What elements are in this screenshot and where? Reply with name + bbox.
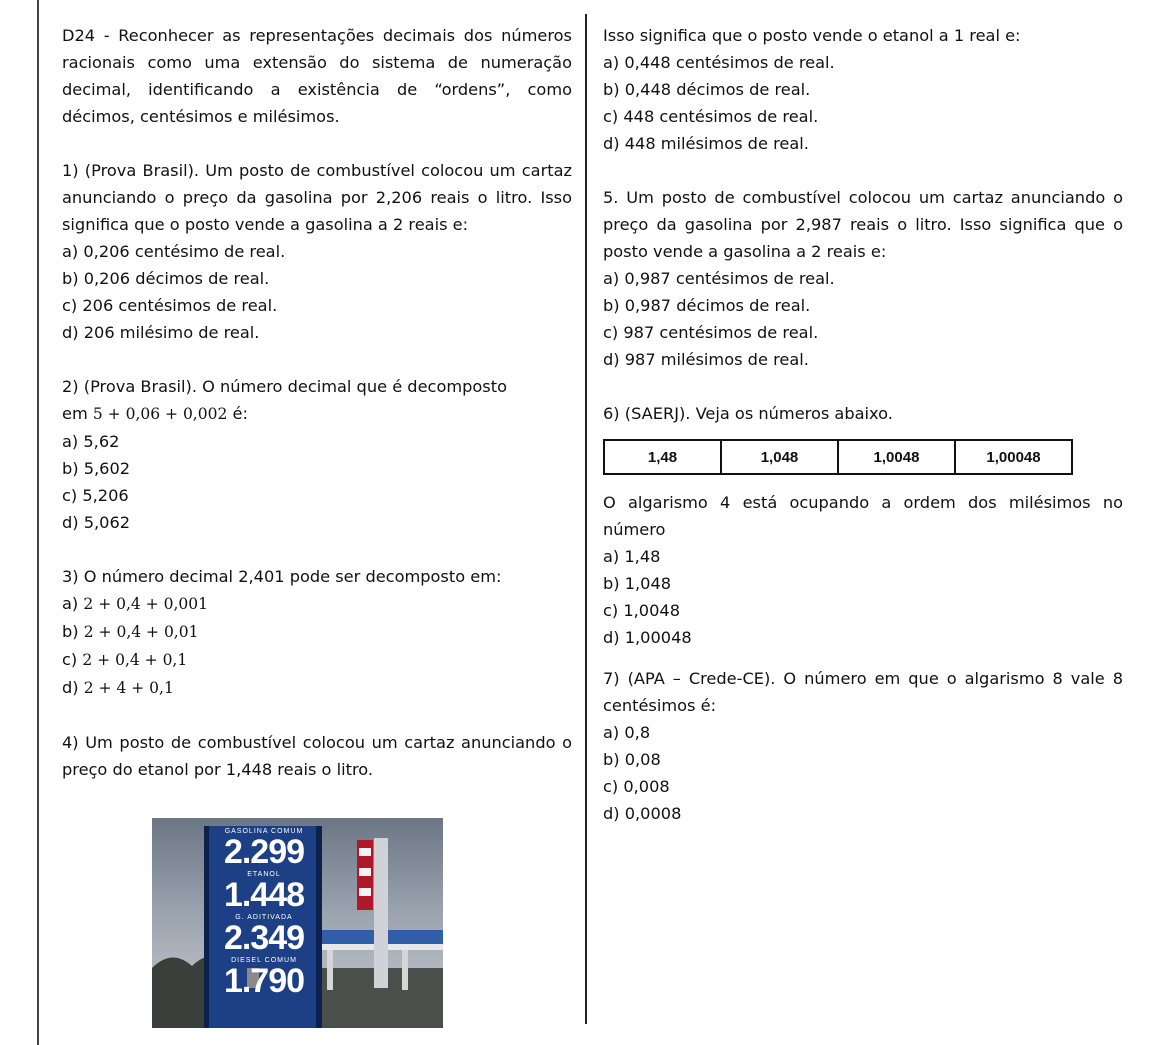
sign-label-additive: G. ADITIVADA [235,914,293,921]
question-4-text: 4) Um posto de combustível colocou um cartaz anunciando o preço do etanol por 1,448 reais o litro. [62,733,572,779]
right-column [603,22,1123,827]
number-cell: 1,048 [721,440,838,474]
question-7-option-b: b) 0,08 [603,750,661,769]
sign-text [214,828,314,998]
question-4-option-c: c) 448 centésimos de real. [603,107,819,126]
question-1-option-b: b) 0,206 décimos de real. [62,269,270,288]
question-6-text: 6) (SAERJ). Veja os números abaixo. [603,404,893,423]
question-1-option-d: d) 206 milésimo de real. [62,323,260,342]
question-2-expression: 5 + 0,06 + 0,002 [92,405,228,423]
question-2-suffix: é: [232,404,248,423]
column-divider [585,14,587,1024]
option-letter: c) [62,650,78,669]
sign-label-gasoline: GASOLINA COMUM [224,828,304,835]
option-letter: a) [62,594,79,613]
question-3-option-d [62,674,572,702]
number-cell: 1,0048 [838,440,955,474]
sign-label-ethanol: ETANOL [247,871,281,878]
question-4-option-a: a) 0,448 centésimos de real. [603,53,835,72]
question-2-line-2 [62,400,572,428]
question-4-option-b: b) 0,448 décimos de real. [603,80,811,99]
number-cell: 1,48 [604,440,721,474]
question-2-line-1: 2) (Prova Brasil). O número decimal que é decomposto [62,377,507,396]
sign-price-gasoline: 2.299 [223,833,305,871]
option-letter: b) [62,622,79,641]
question-5-option-d: d) 987 milésimos de real. [603,350,809,369]
question-7-option-c: c) 0,008 [603,777,670,796]
question-3-text: 3) O número decimal 2,401 pode ser decomposto em: [62,567,502,586]
question-2-option-b: b) 5,602 [62,459,131,478]
option-expression: 2 + 0,4 + 0,001 [83,595,208,613]
question-6-question: O algarismo 4 está ocupando a ordem dos milésimos no número [603,493,1123,539]
page-edge-line [37,0,39,1045]
option-expression: 2 + 0,4 + 0,1 [82,651,188,669]
question-1-text: 1) (Prova Brasil). Um posto de combustível colocou um cartaz anunciando o preço da gasolina por 2,206 reais o litro. Isso significa que o posto vende a gasolina a 2 reais e: [62,161,572,234]
option-expression: 2 + 4 + 0,1 [83,679,174,697]
option-letter: d) [62,678,79,697]
left-column [62,22,572,783]
question-5-text: 5. Um posto de combustível colocou um cartaz anunciando o preço da gasolina por 2,987 reais o litro. Isso significa que o posto vende a gasolina a 2 reais e: [603,188,1123,261]
skill-descriptor: D24 - Reconhecer as representações decimais dos números racionais como uma extensão do sistema de numeração decimal, identificando a existência de “ordens”, como décimos, centésimos e milésimos. [62,26,572,126]
question-2-prefix: em [62,404,88,423]
option-expression: 2 + 0,4 + 0,01 [83,623,199,641]
question-2-option-a: a) 5,62 [62,432,120,451]
question-4-option-d: d) 448 milésimos de real. [603,134,809,153]
sign-price-ethanol: 1.448 [223,876,305,914]
question-1-option-a: a) 0,206 centésimo de real. [62,242,286,261]
question-5-option-b: b) 0,987 décimos de real. [603,296,811,315]
question-3-option-c [62,646,572,674]
question-3-option-a [62,590,572,618]
question-6-option-a: a) 1,48 [603,547,661,566]
question-2-option-d: d) 5,062 [62,513,131,532]
sign-label-diesel: DIESEL COMUM [231,957,297,964]
question-7-text: 7) (APA – Crede-CE). O número em que o algarismo 8 vale 8 centésimos é: [603,669,1123,715]
question-5-option-a: a) 0,987 centésimos de real. [603,269,835,288]
question-6-option-d: d) 1,00048 [603,628,692,647]
question-6-number-table [603,439,1073,475]
question-1-option-c: c) 206 centésimos de real. [62,296,278,315]
number-cell: 1,00048 [955,440,1072,474]
question-3-option-b [62,618,572,646]
fuel-price-sign-photo [152,818,443,1028]
question-2-option-c: c) 5,206 [62,486,129,505]
question-6-option-c: c) 1,0048 [603,601,681,620]
sign-price-diesel: 1.790 [223,962,305,1000]
question-4-continuation: Isso significa que o posto vende o etanol a 1 real e: [603,26,1021,45]
question-7-option-d: d) 0,0008 [603,804,682,823]
sign-price-additive: 2.349 [223,919,305,957]
question-5-option-c: c) 987 centésimos de real. [603,323,819,342]
question-6-option-b: b) 1,048 [603,574,672,593]
question-7-option-a: a) 0,8 [603,723,651,742]
